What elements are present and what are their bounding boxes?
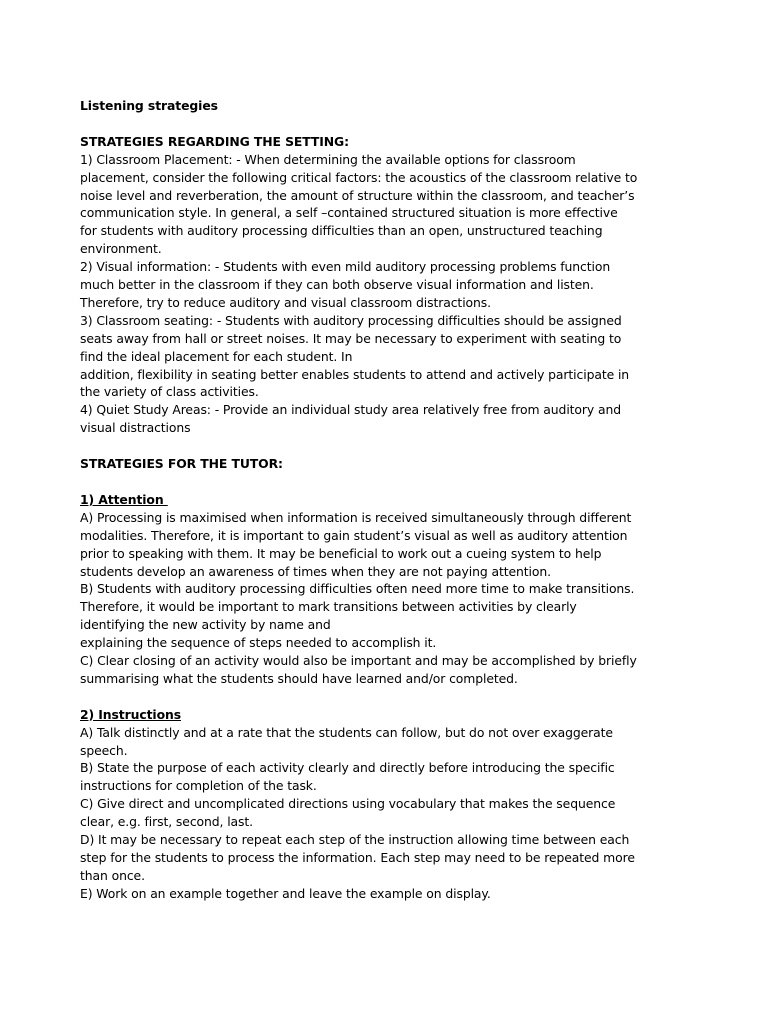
document-title: Listening strategies (80, 98, 218, 113)
subheading-instructions: 2) Instructions (80, 706, 181, 722)
section-heading-setting: STRATEGIES REGARDING THE SETTING: (80, 133, 349, 149)
section-heading-tutor: STRATEGIES FOR THE TUTOR: (80, 456, 283, 472)
text-line: C) Give direct and uncomplicated directions using vocabulary that makes the sequence (80, 796, 616, 812)
text-line: explaining the sequence of steps needed to accomplish it. (80, 635, 437, 651)
text-line: prior to speaking with them. It may be beneficial to work out a cueing system to help (80, 545, 602, 561)
text-line: the variety of class activities. (80, 384, 259, 400)
text-line: students develop an awareness of times when they are not paying attention. (80, 563, 551, 579)
spacer (80, 437, 670, 455)
text-line: A) Processing is maximised when information is received simultaneously through different (80, 509, 632, 525)
text-line: D) It may be necessary to repeat each step of the instruction allowing time between each (80, 832, 630, 848)
text-line: for students with auditory processing difficulties than an open, unstructured teaching (80, 223, 603, 239)
subheading-attention: 1) Attention (80, 491, 168, 507)
text-line: than once. (80, 867, 145, 883)
text-line: seats away from hall or street noises. It may be necessary to experiment with seating to (80, 330, 622, 346)
text-line: C) Clear closing of an activity would also be important and may be accomplished by briefly (80, 653, 637, 669)
text-line: modalities. Therefore, it is important to gain student’s visual as well as auditory attention (80, 527, 628, 543)
text-line: 3) Classroom seating: - Students with auditory processing difficulties should be assigned (80, 312, 622, 328)
section-body-instructions (80, 724, 670, 903)
spacer (80, 688, 670, 706)
text-line: instructions for completion of the task. (80, 778, 317, 794)
text-line: much better in the classroom if they can both observe visual information and listen. (80, 277, 594, 293)
text-line: A) Talk distinctly and at a rate that the students can follow, but do not over exaggerate (80, 724, 613, 740)
text-line: placement, consider the following critical factors: the acoustics of the classroom relative to (80, 169, 638, 185)
text-line: Therefore, try to reduce auditory and visual classroom distractions. (80, 294, 491, 310)
text-line: B) Students with auditory processing difficulties often need more time to make transitions. (80, 581, 635, 597)
text-line: 4) Quiet Study Areas: - Provide an individual study area relatively free from auditory and (80, 402, 621, 418)
text-line: communication style. In general, a self –contained structured situation is more effective (80, 205, 618, 221)
text-line: B) State the purpose of each activity clearly and directly before introducing the specific (80, 760, 615, 776)
text-line: find the ideal placement for each student. In (80, 348, 353, 364)
section-body-setting (80, 151, 670, 438)
text-line: step for the students to process the information. Each step may need to be repeated more (80, 850, 635, 865)
document-page (80, 97, 670, 903)
spacer (80, 115, 670, 133)
text-line: 2) Visual information: - Students with even mild auditory processing problems function (80, 259, 611, 275)
text-line: visual distractions (80, 420, 191, 436)
text-line: noise level and reverberation, the amount of structure within the classroom, and teacher’s (80, 187, 635, 203)
spacer (80, 473, 670, 491)
text-line: Therefore, it would be important to mark transitions between activities by clearly (80, 599, 577, 615)
text-line: clear, e.g. first, second, last. (80, 814, 253, 830)
text-line: E) Work on an example together and leave the example on display. (80, 885, 491, 901)
text-line: identifying the new activity by name and (80, 617, 331, 633)
text-line: speech. (80, 742, 128, 758)
text-line: environment. (80, 241, 162, 257)
section-body-attention (80, 509, 670, 688)
text-line: summarising what the students should have learned and/or completed. (80, 670, 518, 686)
text-line: addition, flexibility in seating better enables students to attend and actively participate in (80, 366, 630, 382)
text-line: 1) Classroom Placement: - When determining the available options for classroom (80, 151, 576, 167)
